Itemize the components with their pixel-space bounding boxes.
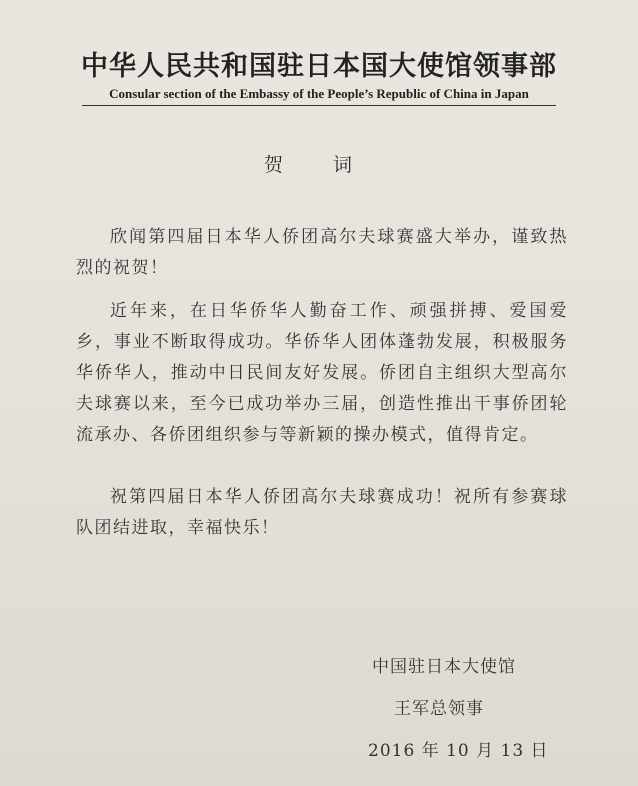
letterhead-english-name: Consular section of the Embassy of the People’s Republic of China in Japan <box>109 86 529 101</box>
paragraph-2: 近年来，在日华侨华人勤奋工作、顽强拼搏、爱国爱乡，事业不断取得成功。华侨华人团体蓬勃发展，积极服务华侨华人，推动中日民间友好发展。侨团自主组织大型高尔夫球赛以来，至今已成功举办三届，创造性推出干事侨团轮流承办、各侨团组织参与等新颖的操办模式，值得肯定。 <box>76 301 568 445</box>
signature-name: 王军总领事 <box>394 699 484 719</box>
document-title: 贺 词 <box>263 154 375 176</box>
signature-embassy: 中国驻日本大使馆 <box>372 657 516 677</box>
paragraph-1: 欣闻第四届日本华人侨团高尔夫球赛盛大举办，谨致热烈的祝贺！ <box>76 227 568 278</box>
letterhead-divider <box>82 105 556 106</box>
letterhead-chinese-name: 中华人民共和国驻日本国大使馆领事部 <box>81 51 557 82</box>
paragraph-3: 祝第四届日本华人侨团高尔夫球赛成功！祝所有参赛球队团结进取，幸福快乐！ <box>76 487 568 538</box>
signature-date: 2016 年 10 月 13 日 <box>368 741 549 761</box>
